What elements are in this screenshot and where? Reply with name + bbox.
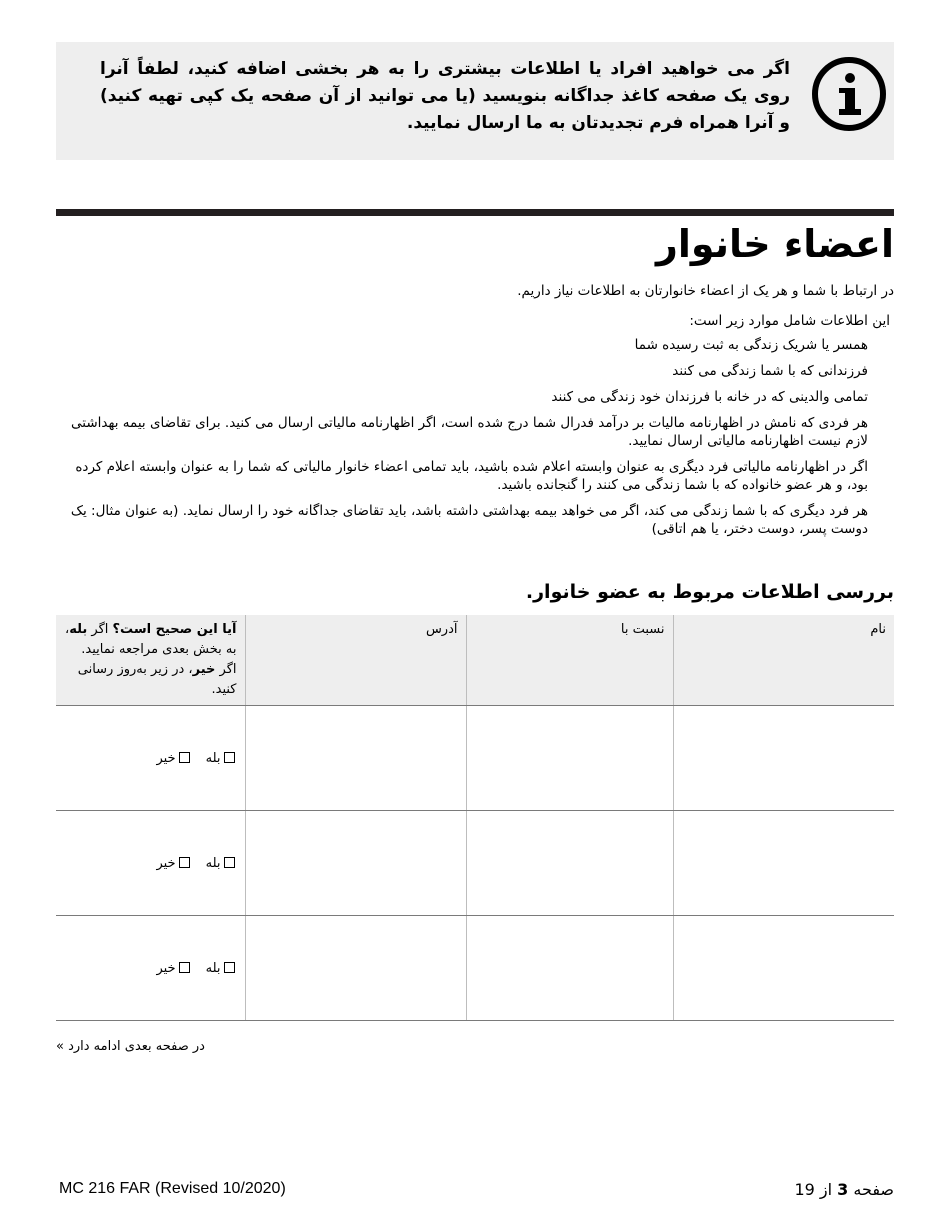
title-rule — [56, 209, 894, 216]
name-cell[interactable] — [673, 706, 894, 811]
yes-checkbox[interactable] — [224, 857, 235, 868]
confirm-cell — [56, 706, 245, 811]
form-id: MC 216 FAR (Revised 10/2020) — [59, 1180, 286, 1197]
continued-note: در صفحه بعدی ادامه دارد » — [56, 1039, 205, 1054]
info-icon — [812, 57, 886, 131]
list-item: تمامی والدینی که در خانه با فرزندان خود زندگی می کنند — [551, 389, 868, 405]
intro-text: در ارتباط با شما و هر یک از اعضاء خانوارتان به اطلاعات نیاز داریم. — [517, 283, 894, 299]
address-cell[interactable] — [245, 916, 466, 1021]
no-label: خیر — [156, 960, 176, 976]
confirm-cell — [56, 811, 245, 916]
relation-cell[interactable] — [466, 916, 673, 1021]
name-cell[interactable] — [673, 916, 894, 1021]
column-header-relation: نسبت با — [466, 615, 673, 706]
info-box — [56, 42, 894, 160]
correct-question: آیا این صحیح است؟ — [112, 622, 237, 637]
list-item: اگر در اظهارنامه مالیاتی فرد دیگری به عنوان وابسته اعلام شده باشید، باید تمامی اعضاء خانوار مالیاتی که شما را به عنوان وابسته اعلام کرده بود، و هر عضو خانواده که با شما زندگی می کنند را گنجانده باشید. — [75, 459, 868, 493]
relation-cell[interactable] — [466, 811, 673, 916]
table-row — [56, 916, 894, 1021]
yes-checkbox[interactable] — [224, 752, 235, 763]
confirm-cell — [56, 916, 245, 1021]
no-label: خیر — [156, 750, 176, 766]
list-intro-text: این اطلاعات شامل موارد زیر است: — [689, 313, 890, 329]
no-label: خیر — [156, 855, 176, 871]
list-item: فرزندانی که با شما زندگی می کنند — [672, 363, 868, 379]
page-title: اعضاء خانوار — [655, 222, 894, 266]
yes-label: بله — [205, 960, 221, 976]
table-row — [56, 811, 894, 916]
list-item: هر فردی که نامش در اظهارنامه مالیات بر درآمد فدرال شما درج شده است، اگر اظهارنامه مالیاتی ارسال می کنید. برای تقاضای بیمه بهداشتی لازم نیست اظهارنامه مالیاتی ارسال نمایید. — [71, 415, 868, 449]
no-checkbox[interactable] — [179, 962, 190, 973]
no-checkbox[interactable] — [179, 752, 190, 763]
address-cell[interactable] — [245, 811, 466, 916]
table-row — [56, 706, 894, 811]
yes-checkbox[interactable] — [224, 962, 235, 973]
address-cell[interactable] — [245, 706, 466, 811]
column-header-address: آدرس — [245, 615, 466, 706]
list-item: همسر یا شریک زندگی به ثبت رسیده شما — [634, 337, 868, 353]
page-number: صفحه 3 از 19 — [794, 1180, 894, 1199]
list-item: هر فرد دیگری که با شما زندگی می کند، اگر می خواهد بیمه بهداشتی داشته باشد، باید تقاضای جداگانه خود را ارسال نماید. (به عنوان مثال: یک دوست پسر، دوست دختر، یا هم اتاقی) — [70, 503, 868, 537]
relation-cell[interactable] — [466, 706, 673, 811]
name-cell[interactable] — [673, 811, 894, 916]
column-header-correct: آیا این صحیح است؟ اگر بله، به بخش بعدی مراجعه نمایید. اگر خیر، در زیر به‌روز رسانی کنید. — [56, 615, 245, 706]
table-header-row — [56, 615, 894, 706]
yes-label: بله — [205, 750, 221, 766]
column-header-name: نام — [673, 615, 894, 706]
yes-label: بله — [205, 855, 221, 871]
household-member-table — [56, 615, 894, 1021]
section-heading: بررسی اطلاعات مربوط به عضو خانوار. — [525, 581, 894, 603]
no-checkbox[interactable] — [179, 857, 190, 868]
info-box-text: اگر می خواهید افراد یا اطلاعات بیشتری را به هر بخشی اضافه کنید، لطفاً آنرا روی یک صفحه کاغذ جداگانه بنویسید (یا می توانید از آن صفحه یک کپی تهیه کنید) و آنرا همراه فرم تجدیدتان به ما ارسال نمایید. — [100, 59, 790, 133]
household-bullet-list — [56, 336, 868, 546]
